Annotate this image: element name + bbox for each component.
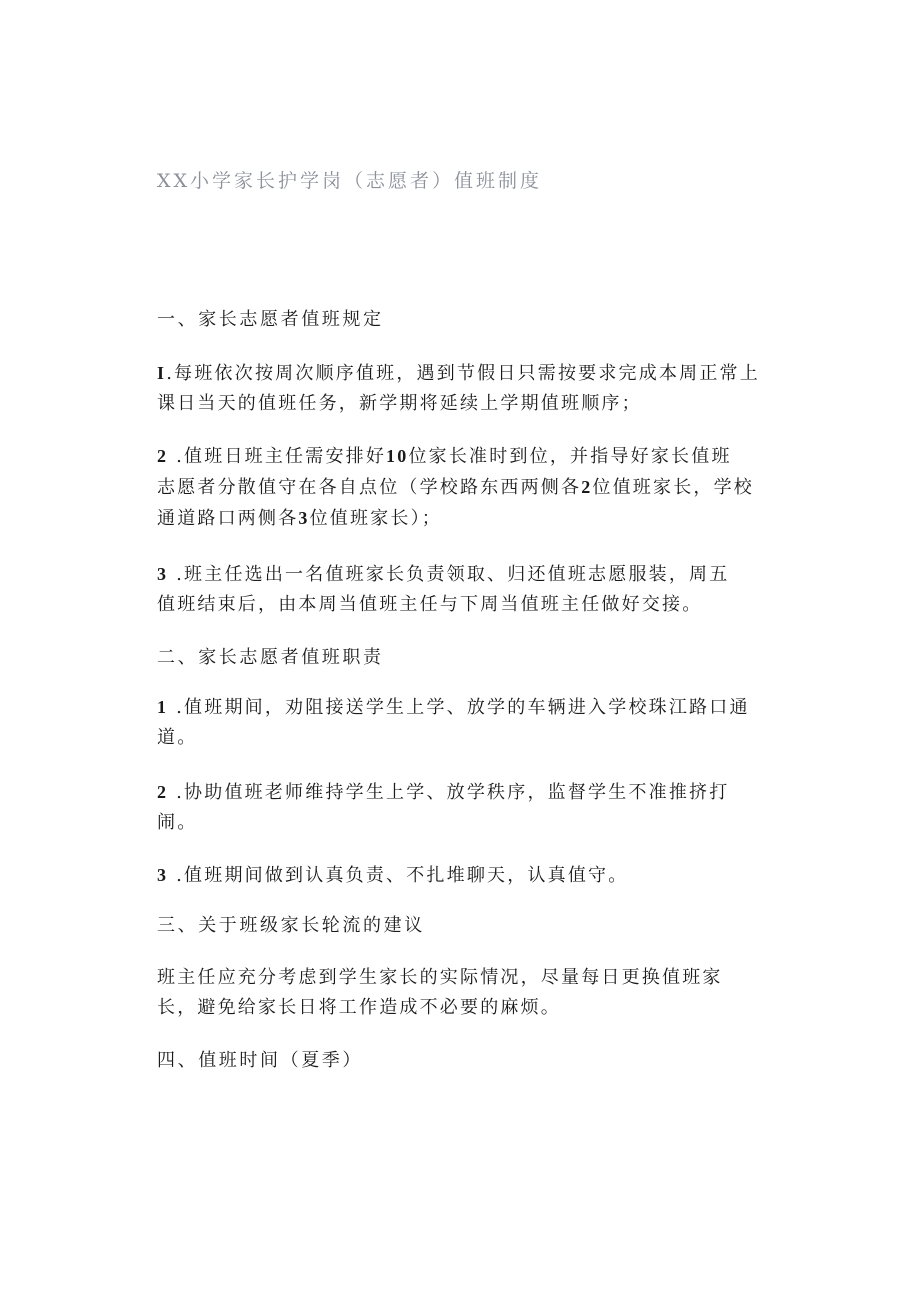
section-3-paragraph <box>157 963 757 1023</box>
paragraph-line: 2 .值班日班主任需安排好10位家长准时到位，并指导好家长值班 <box>157 446 732 467</box>
paragraph-line: 课日当天的值班任务，新学期将延续上学期值班顺序； <box>157 393 642 414</box>
paragraph-line: 值班结束后，由本周当值班主任与下周当值班主任做好交接。 <box>157 594 703 615</box>
paragraph-line: 闹。 <box>157 812 198 833</box>
section-1-heading: 一、家长志愿者值班规定 <box>157 309 384 330</box>
section-1-item-2 <box>157 441 757 534</box>
section-2-item-2 <box>157 777 757 838</box>
section-2-item-1 <box>157 692 757 753</box>
paragraph-line: 长，避免给家长日将工作造成不必要的麻烦。 <box>157 997 561 1018</box>
paragraph-line: 1 .值班期间，劝阻接送学生上学、放学的车辆进入学校珠江路口通 <box>157 697 750 718</box>
section-2-heading: 二、家长志愿者值班职责 <box>157 647 384 668</box>
paragraph-line: 志愿者分散值守在各自点位（学校路东西两侧各2位值班家长，学校 <box>157 477 755 498</box>
paragraph-line: 道。 <box>157 727 198 748</box>
paragraph-line: 3 .班主任选出一名值班家长负责领取、归还值班志愿服装，周五 <box>157 564 730 585</box>
section-4-heading: 四、值班时间（夏季） <box>157 1050 363 1071</box>
paragraph-line: 班主任应充分考虑到学生家长的实际情况，尽量每日更换值班家 <box>157 967 723 988</box>
section-1-item-1 <box>157 358 760 419</box>
document-title: XX小学家长护学岗（志愿者）值班制度 <box>157 170 543 192</box>
paragraph-line: I.每班依次按周次顺序值班，遇到节假日只需按要求完成本周正常上 <box>157 363 760 384</box>
paragraph-line: 2 .协助值班老师维持学生上学、放学秩序，监督学生不准推挤打 <box>157 782 730 803</box>
paragraph-line: 3 .值班期间做到认真负责、不扎堆聊天，认真值守。 <box>157 865 629 886</box>
section-1-item-3 <box>157 559 757 620</box>
paragraph-line: 通道路口两侧各3位值班家长）； <box>157 508 443 529</box>
section-3-heading: 三、关于班级家长轮流的建议 <box>157 915 425 936</box>
section-2-item-3 <box>157 860 757 891</box>
